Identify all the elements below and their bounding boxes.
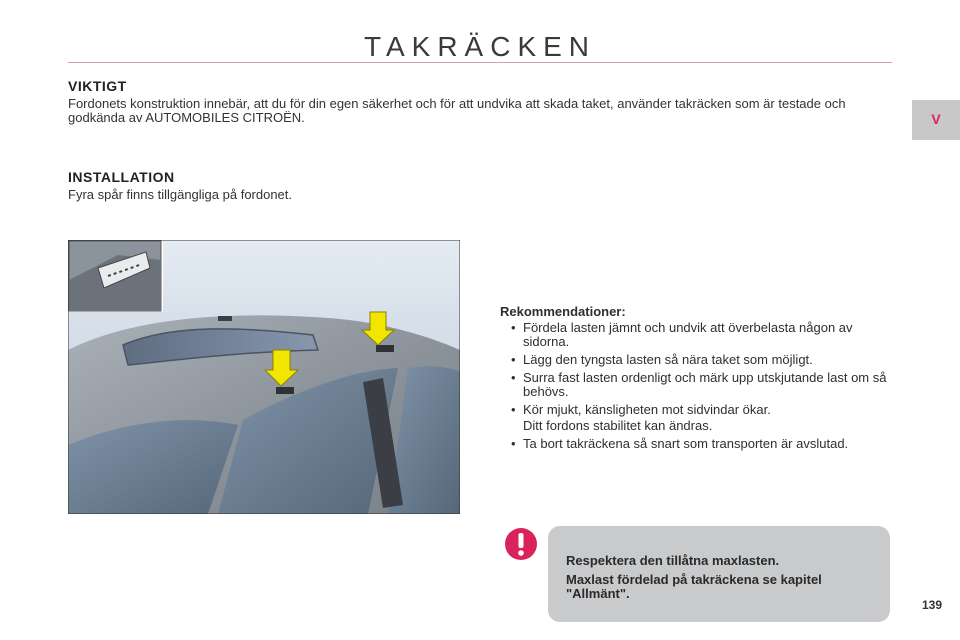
- important-heading: VIKTIGT: [68, 78, 127, 94]
- list-item: [500, 403, 900, 417]
- rail-mount: [218, 316, 232, 321]
- bullet: •: [511, 352, 516, 367]
- installation-heading: INSTALLATION: [68, 169, 175, 185]
- exclamation-icon: [504, 527, 538, 561]
- list-item-text: Surra fast lasten ordenligt och märk upp utskjutande last om så behövs.: [523, 370, 887, 399]
- bullet: •: [511, 402, 516, 417]
- recommendations-list-cont: [500, 437, 900, 451]
- bullet: •: [511, 370, 516, 385]
- list-item-text: Lägg den tyngsta lasten så nära taket som möjligt.: [523, 352, 813, 367]
- roof-illustration: [68, 240, 460, 514]
- recommendations-list: [500, 321, 900, 417]
- rail-mount: [376, 345, 394, 352]
- list-item-text: Kör mjukt, känsligheten mot sidvindar ökar.: [523, 402, 771, 417]
- title-divider: [68, 62, 892, 63]
- list-item-text: Ta bort takräckena så snart som transporten är avslutad.: [523, 436, 849, 451]
- page-title: TAKRÄCKEN: [363, 30, 597, 62]
- list-item: [500, 437, 900, 451]
- section-tab[interactable]: V: [912, 100, 960, 140]
- important-text: Fordonets konstruktion innebär, att du för din egen säkerhet och för att undvika att skada taket, använder takräcken som är testade och godkända av AUTOMOBILES CITROËN.: [68, 96, 846, 125]
- list-item: [500, 321, 900, 349]
- warning-box: [548, 526, 890, 622]
- warning-line-2: Maxlast fördelad på takräckena se kapitel "Allmänt".: [566, 572, 822, 601]
- recommendations-title: Rekommendationer:: [500, 304, 626, 319]
- list-item: [500, 353, 900, 367]
- bullet: •: [511, 320, 516, 335]
- bullet: •: [511, 436, 516, 451]
- list-item-text: Fördela lasten jämnt och undvik att överbelasta någon av sidorna.: [523, 320, 853, 349]
- warning-line-1: Respektera den tillåtna maxlasten.: [566, 553, 780, 568]
- list-item: [500, 371, 900, 399]
- recommendations: [500, 305, 900, 455]
- installation-text: Fyra spår finns tillgängliga på fordonet.: [68, 187, 293, 202]
- page-number: 139: [921, 598, 943, 612]
- stability-note: Ditt fordons stabilitet kan ändras.: [523, 418, 713, 433]
- rail-mount: [276, 387, 294, 394]
